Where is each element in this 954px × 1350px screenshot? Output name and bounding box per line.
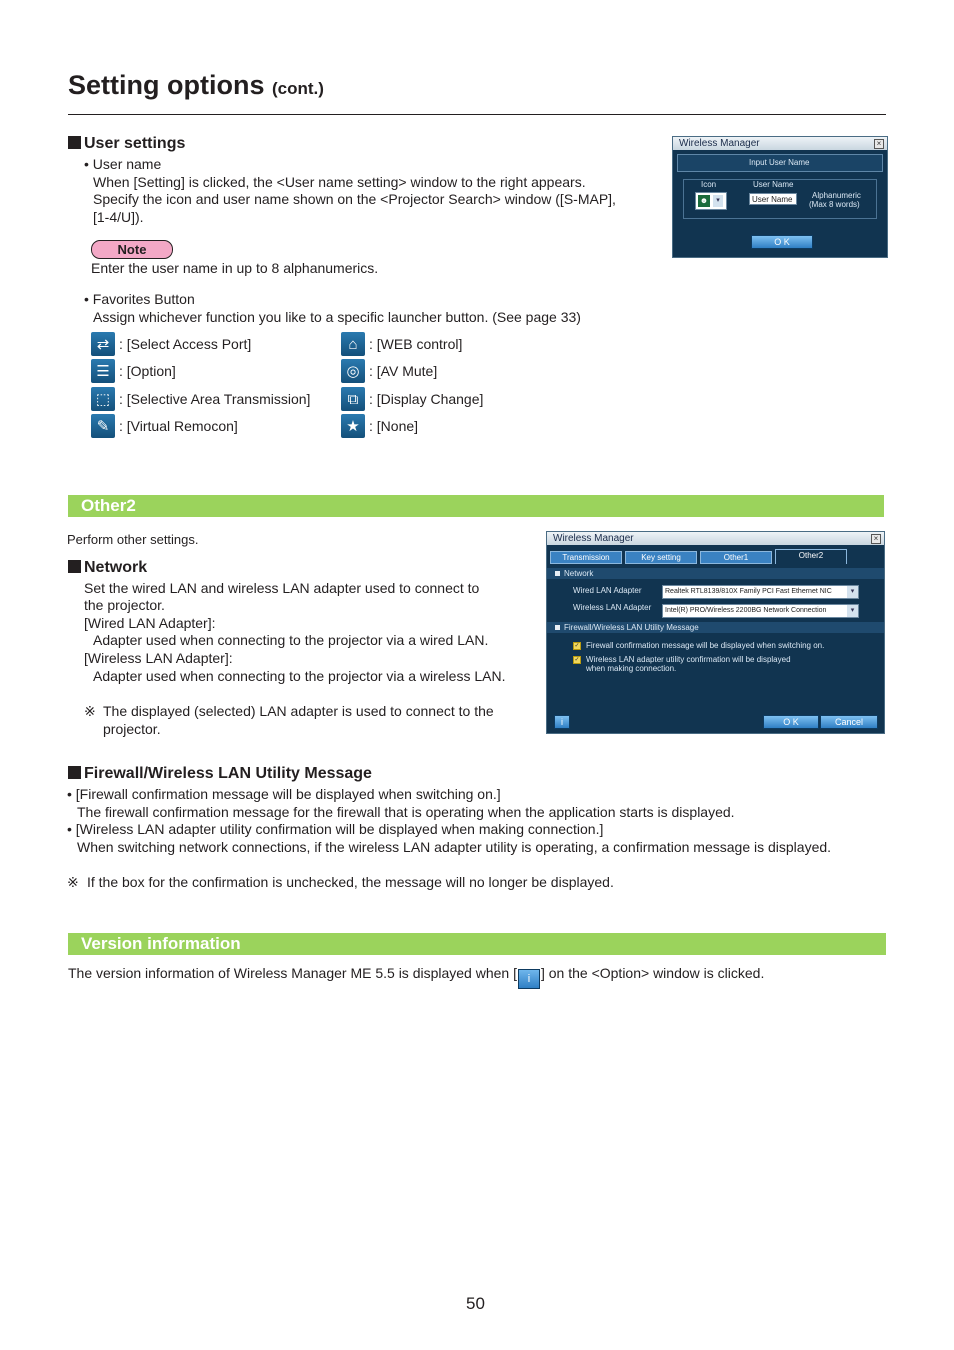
wired-adapter-select[interactable] [662, 585, 859, 599]
network-line-6: Adapter used when connecting to the projector via a wireless LAN. [93, 668, 506, 684]
section-bullet-icon [555, 625, 560, 630]
favorite-label: : [Option] [119, 363, 176, 379]
network-heading [68, 558, 147, 577]
square-bullet-icon [68, 766, 81, 779]
info-button[interactable]: i [554, 715, 570, 729]
network-line-1: Set the wired LAN and wireless LAN adapter used to connect to [84, 580, 480, 596]
username-input[interactable]: User Name [749, 193, 797, 205]
wireless-check-line-1: Wireless LAN adapter utility confirmation will be displayed [586, 655, 791, 664]
network-section-label: Network [564, 569, 594, 578]
option-icon: ☰ [91, 359, 115, 383]
user-name-line-2: Specify the icon and user name shown on the <Projector Search> window ([S-MAP], [93, 191, 616, 207]
hint-line-1: Alphanumeric [812, 191, 861, 200]
network-note-line-1: The displayed (selected) LAN adapter is used to connect to the [103, 703, 494, 719]
close-icon[interactable]: × [871, 534, 881, 544]
display-change-icon: ⧉ [341, 387, 365, 411]
select-access-port-icon: ⇄ [91, 332, 115, 356]
page-title [68, 70, 324, 101]
page-number: 50 [466, 1294, 485, 1313]
tab-other2[interactable]: Other2 [775, 549, 847, 564]
virtual-remocon-icon: ✎ [91, 414, 115, 438]
network-line-2: the projector. [84, 597, 165, 613]
other2-intro: Perform other settings. [67, 532, 199, 547]
network-line-4: Adapter used when connecting to the projector via a wired LAN. [93, 632, 489, 648]
wireless-adapter-label: Wireless LAN Adapter [573, 603, 652, 612]
firewall-heading [68, 764, 372, 783]
favorite-label: : [WEB control] [369, 336, 463, 352]
network-note-line-2: projector. [103, 721, 161, 737]
note-text: Enter the user name in up to 8 alphanumerics. [91, 260, 379, 276]
cancel-button[interactable]: Cancel [820, 715, 878, 729]
other2-band-title: Other2 [81, 496, 136, 515]
wireless-adapter-select[interactable] [662, 604, 859, 618]
tab-other1[interactable]: Other1 [700, 551, 772, 564]
firewall-checkbox[interactable]: ✓ [574, 643, 580, 649]
firewall-note-mark: ※ [67, 874, 79, 890]
hint-line-2: (Max 8 words) [809, 200, 860, 209]
user-name-dialog [672, 136, 888, 258]
firewall-line-3: • [Wireless LAN adapter utility confirmation will be displayed when making connection.] [67, 821, 604, 837]
version-text-after: ] on the <Option> window is clicked. [540, 965, 765, 981]
ok-button[interactable]: O K [751, 235, 813, 249]
chevron-down-icon: ▾ [847, 586, 858, 598]
network-note-mark: ※ [84, 703, 96, 719]
network-heading-text: Network [84, 559, 148, 576]
favorite-label: : [Display Change] [369, 391, 484, 407]
square-bullet-icon [68, 560, 81, 573]
firewall-section-label: Firewall/Wireless LAN Utility Message [564, 623, 699, 632]
chevron-down-icon: ▾ [847, 605, 858, 617]
ok-button[interactable]: O K [763, 715, 819, 729]
wireless-utility-checkbox[interactable]: ✓ [574, 657, 580, 663]
icon-label: Icon [701, 180, 717, 189]
star-icon: ★ [341, 414, 365, 438]
version-text [68, 965, 764, 989]
wired-adapter-label: Wired LAN Adapter [573, 586, 642, 595]
wireless-check-line-2: when making connection. [586, 664, 677, 673]
favorite-label: : [AV Mute] [369, 363, 438, 379]
user-name-line-1: When [Setting] is clicked, the <User name setting> window to the right appears. [93, 174, 586, 190]
tab-transmission[interactable]: Transmission [550, 551, 622, 564]
other2-section-band [68, 495, 884, 517]
firewall-line-4: When switching network connections, if the wireless LAN adapter utility is operating, a confirmation message is displayed. [77, 839, 832, 855]
favorite-label: : [Virtual Remocon] [119, 418, 238, 434]
firewall-note: If the box for the confirmation is unchecked, the message will no longer be displayed. [87, 874, 614, 890]
firewall-line-2: The firewall confirmation message for the firewall that is operating when the application starts is displayed. [77, 804, 735, 820]
page-title-suffix: (cont.) [272, 79, 324, 98]
user-name-bullet: • User name [84, 156, 162, 172]
info-icon: i [518, 969, 540, 989]
other2-dialog [546, 531, 885, 734]
av-mute-icon: ◎ [341, 359, 365, 383]
favorite-label: : [None] [369, 418, 419, 434]
wired-adapter-value: Realtek RTL8139/810X Family PCI Fast Ethernet NIC [665, 588, 832, 595]
network-line-5: [Wireless LAN Adapter]: [84, 650, 233, 666]
icon-select[interactable] [695, 192, 727, 210]
selective-area-transmission-icon: ⬚ [91, 387, 115, 411]
favorite-label: : [Select Access Port] [119, 336, 252, 352]
web-control-icon: ⌂ [341, 332, 365, 356]
network-line-3: [Wired LAN Adapter]: [84, 615, 216, 631]
firewall-check-label: Firewall confirmation message will be displayed when switching on. [586, 641, 825, 650]
firewall-heading-text: Firewall/Wireless LAN Utility Message [84, 765, 372, 782]
square-bullet-icon [68, 136, 81, 149]
version-text-before: The version information of Wireless Manager ME 5.5 is displayed when [ [68, 965, 517, 981]
note-badge: Note [91, 240, 173, 259]
wireless-adapter-value: Intel(R) PRO/Wireless 2200BG Network Connection [665, 607, 827, 614]
username-label: User Name [753, 180, 794, 189]
chevron-down-icon: ▾ [713, 195, 723, 207]
firewall-line-1: • [Firewall confirmation message will be displayed when switching on.] [67, 786, 501, 802]
network-section-bar [547, 568, 884, 579]
user-settings-heading [68, 134, 185, 153]
user-name-line-3: [1-4/U]). [93, 209, 144, 225]
dialog-header-text: Input User Name [749, 158, 810, 167]
close-icon[interactable]: × [874, 139, 884, 149]
page-title-text: Setting options [68, 70, 265, 100]
tab-key-setting[interactable]: Key setting [625, 551, 697, 564]
version-band-title: Version information [81, 934, 241, 953]
section-bullet-icon [555, 571, 560, 576]
title-rule [68, 114, 886, 115]
favorites-bullet: • Favorites Button [84, 291, 195, 307]
user-settings-heading-text: User settings [84, 135, 186, 152]
dialog-title: Wireless Manager [673, 137, 887, 150]
favorites-text: Assign whichever function you like to a specific launcher button. (See page 33) [93, 309, 581, 325]
favorite-label: : [Selective Area Transmission] [119, 391, 311, 407]
version-section-band [68, 933, 886, 955]
dialog-title: Wireless Manager [547, 532, 884, 545]
user-avatar-icon: ☻ [699, 196, 709, 205]
